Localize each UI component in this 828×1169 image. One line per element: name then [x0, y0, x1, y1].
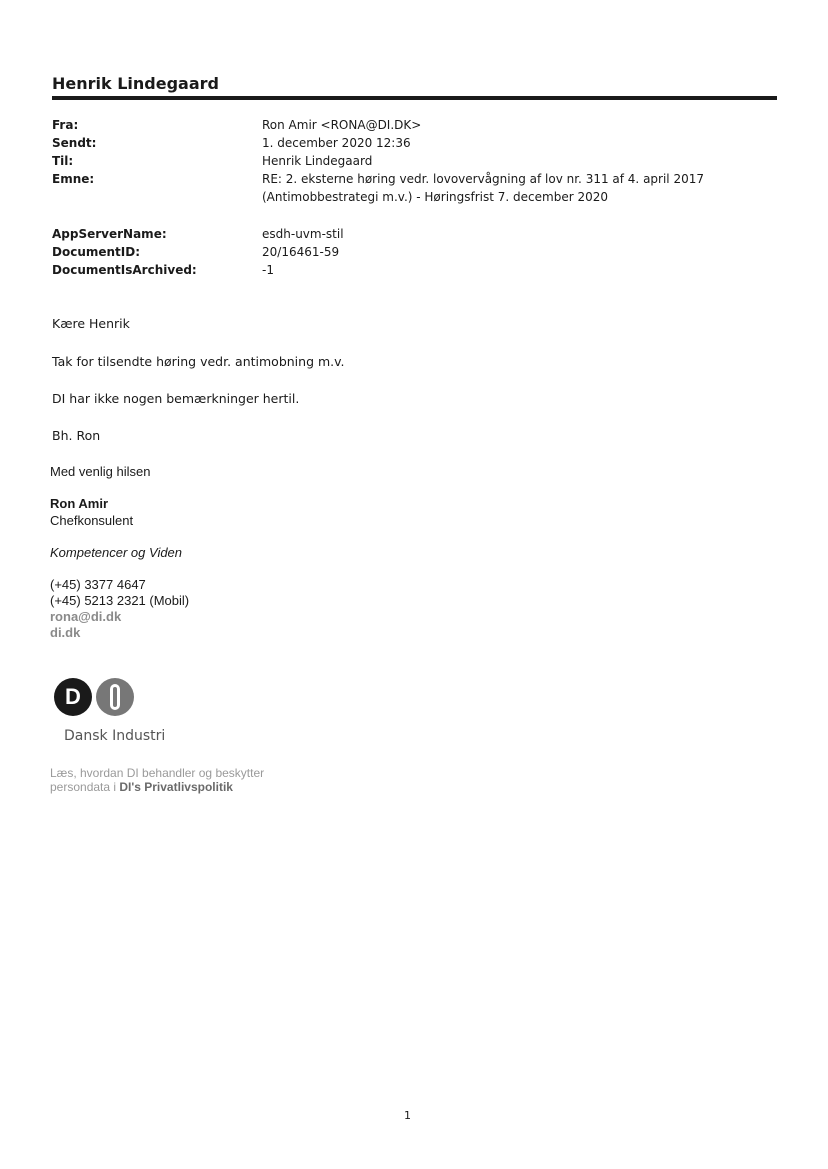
- privacy-line-2: [50, 780, 264, 794]
- meta-value-to: Henrik Lindegaard: [262, 154, 373, 168]
- signature-website-link[interactable]: di.dk: [50, 625, 81, 640]
- privacy-policy-link[interactable]: DI's Privatlivspolitik: [119, 780, 233, 794]
- signature-mobile: (+45) 5213 2321 (Mobil): [50, 593, 190, 608]
- privacy-prefix: persondata i: [50, 780, 120, 794]
- meta-label-appserver: AppServerName:: [52, 227, 167, 241]
- meta-label-archived: DocumentIsArchived:: [52, 263, 197, 277]
- document-meta-block: [52, 225, 752, 281]
- email-meta-block: [52, 116, 752, 206]
- di-logo-d-letter: D: [65, 684, 81, 709]
- body-line-1: Tak for tilsendte høring vedr. antimobning m.v.: [52, 354, 345, 369]
- signature-department: Kompetencer og Viden: [50, 545, 183, 560]
- meta-value-subject: RE: 2. eksterne høring vedr. lovovervågning af lov nr. 311 af 4. april 2017: [262, 172, 704, 186]
- body-line-3: Bh. Ron: [52, 428, 101, 443]
- meta-value-appserver: esdh-uvm-stil: [262, 227, 344, 241]
- privacy-notice: [50, 766, 264, 794]
- meta-label-subject: Emne:: [52, 172, 95, 186]
- meta-label-to: Til:: [52, 154, 74, 168]
- signature-phone: (+45) 3377 4647: [50, 577, 146, 592]
- meta-value-subject-line2: (Antimobbestrategi m.v.) - Høringsfrist 7. december 2020: [262, 190, 609, 204]
- header-divider: [52, 96, 777, 100]
- body-greeting: Kære Henrik: [52, 316, 130, 331]
- di-logo-caption: Dansk Industri: [64, 728, 166, 744]
- meta-value-from: Ron Amir <RONA@DI.DK>: [262, 118, 422, 132]
- meta-label-documentid: DocumentID:: [52, 245, 141, 259]
- meta-label-from: Fra:: [52, 118, 79, 132]
- signature-name: Ron Amir: [50, 496, 109, 511]
- signature-closing: Med venlig hilsen: [50, 464, 151, 479]
- page-number: 1: [404, 1109, 411, 1122]
- sender-header-name: Henrik Lindegaard: [52, 74, 219, 93]
- di-logo-i-icon: [96, 678, 134, 716]
- signature-email-link[interactable]: rona@di.dk: [50, 609, 122, 624]
- signature-title: Chefkonsulent: [50, 513, 134, 528]
- meta-value-sent: 1. december 2020 12:36: [262, 136, 411, 150]
- di-logo-d-icon: [54, 678, 92, 716]
- meta-value-documentid: 20/16461-59: [262, 245, 340, 259]
- privacy-line-1: Læs, hvordan DI behandler og beskytter: [50, 766, 265, 780]
- meta-value-archived: -1: [262, 263, 274, 277]
- meta-label-sent: Sendt:: [52, 136, 97, 150]
- body-line-2: DI har ikke nogen bemærkninger hertil.: [52, 391, 300, 406]
